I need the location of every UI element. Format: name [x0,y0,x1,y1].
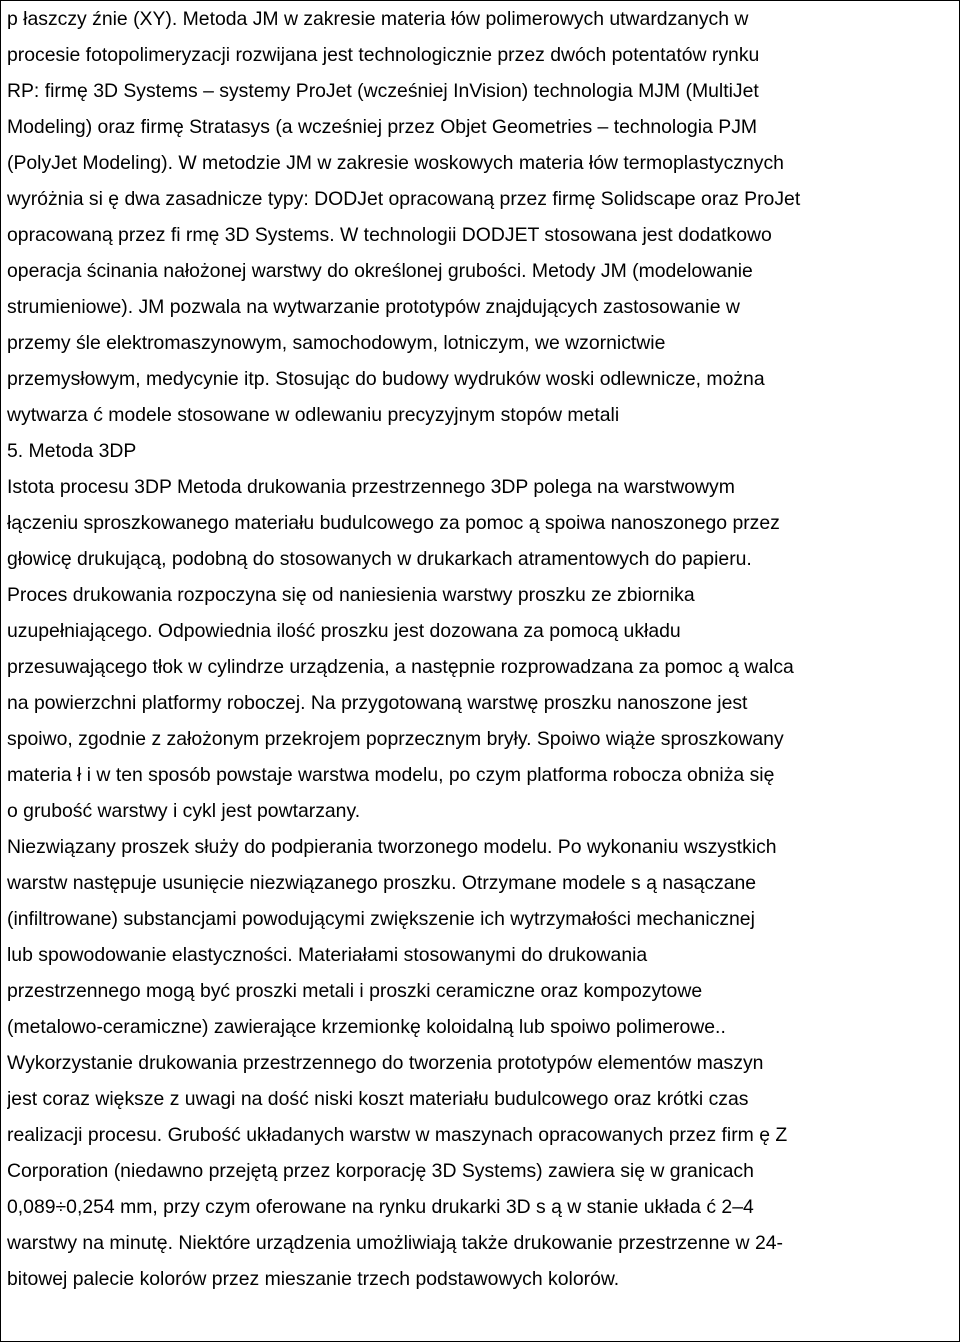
text-line: lub spowodowanie elastyczności. Materiałami stosowanymi do drukowania [7,944,648,966]
text-line: Niezwiązany proszek służy do podpierania tworzonego modelu. Po wykonaniu wszystkich [7,836,777,858]
text-line: RP: firmę 3D Systems – systemy ProJet (wcześniej InVision) technologia MJM (MultiJet [7,80,759,102]
text-line: wyróżnia si ę dwa zasadnicze typy: DODJet opracowaną przez firmę Solidscape oraz ProJet [7,188,801,210]
text-line: opracowaną przez fi rmę 3D Systems. W technologii DODJET stosowana jest dodatkowo [7,224,772,246]
document-body [7,1,957,1297]
section-heading: 5. Metoda 3DP [7,440,137,462]
text-line: łączeniu sproszkowanego materiału budulcowego za pomoc ą spoiwa nanoszonego przez [7,512,780,534]
text-line: uzupełniającego. Odpowiednia ilość proszku jest dozowana za pomocą układu [7,620,681,642]
text-line: (metalowo-ceramiczne) zawierające krzemionkę koloidalną lub spoiwo polimerowe.. [7,1016,726,1038]
text-line: Corporation (niedawno przejętą przez korporację 3D Systems) zawiera się w granicach [7,1160,754,1182]
text-line: Modeling) oraz firmę Stratasys (a wcześniej przez Objet Geometries – technologia PJM [7,116,758,138]
text-line: Proces drukowania rozpoczyna się od naniesienia warstwy proszku ze zbiornika [7,584,695,606]
text-line: przestrzennego mogą być proszki metali i proszki ceramiczne oraz kompozytowe [7,980,703,1002]
text-line: 0,089÷0,254 mm, przy czym oferowane na rynku drukarki 3D s ą w stanie układa ć 2–4 [7,1196,754,1218]
text-line: na powierzchni platformy roboczej. Na przygotowaną warstwę proszku nanoszone jest [7,692,748,714]
text-line: materia ł i w ten sposób powstaje warstwa modelu, po czym platforma robocza obniża się [7,764,775,786]
text-line: jest coraz większe z uwagi na dość niski koszt materiału budulcowego oraz krótki czas [7,1088,749,1110]
text-line: przesuwającego tłok w cylindrze urządzenia, a następnie rozprowadzana za pomoc ą walca [7,656,794,678]
text-line: bitowej palecie kolorów przez mieszanie trzech podstawowych kolorów. [7,1268,620,1290]
text-line: warstwy na minutę. Niektóre urządzenia umożliwiają także drukowanie przestrzenne w 24- [7,1232,783,1254]
text-line: realizacji procesu. Grubość układanych warstw w maszynach opracowanych przez firm ę Z [7,1124,788,1146]
text-line: p łaszczy źnie (XY). Metoda JM w zakresie materia łów polimerowych utwardzanych w [7,8,749,30]
text-line: głowicę drukującą, podobną do stosowanych w drukarkach atramentowych do papieru. [7,548,752,570]
text-line: procesie fotopolimeryzacji rozwijana jest technologicznie przez dwóch potentatów rynku [7,44,760,66]
text-line: Istota procesu 3DP Metoda drukowania przestrzennego 3DP polega na warstwowym [7,476,735,498]
text-line: spoiwo, zgodnie z założonym przekrojem poprzecznym bryły. Spoiwo wiąże sproszkowany [7,728,784,750]
text-line: przemysłowym, medycynie itp. Stosując do budowy wydruków woski odlewnicze, można [7,368,765,390]
text-line: Wykorzystanie drukowania przestrzennego do tworzenia prototypów elementów maszyn [7,1052,764,1074]
text-line: o grubość warstwy i cykl jest powtarzany. [7,800,361,822]
text-line: operacja ścinania nałożonej warstwy do określonej grubości. Metody JM (modelowanie [7,260,753,282]
text-line: (infiltrowane) substancjami powodującymi zwiększenie ich wytrzymałości mechanicznej [7,908,755,930]
text-line: (PolyJet Modeling). W metodzie JM w zakresie woskowych materia łów termoplastycznych [7,152,784,174]
text-line: przemy śle elektromaszynowym, samochodowym, lotniczym, we wzornictwie [7,332,666,354]
text-line: strumieniowe). JM pozwala na wytwarzanie prototypów znajdujących zastosowanie w [7,296,740,318]
text-line: wytwarza ć modele stosowane w odlewaniu precyzyjnym stopów metali [7,404,620,426]
text-line: warstw następuje usunięcie niezwiązanego proszku. Otrzymane modele s ą nasączane [7,872,757,894]
